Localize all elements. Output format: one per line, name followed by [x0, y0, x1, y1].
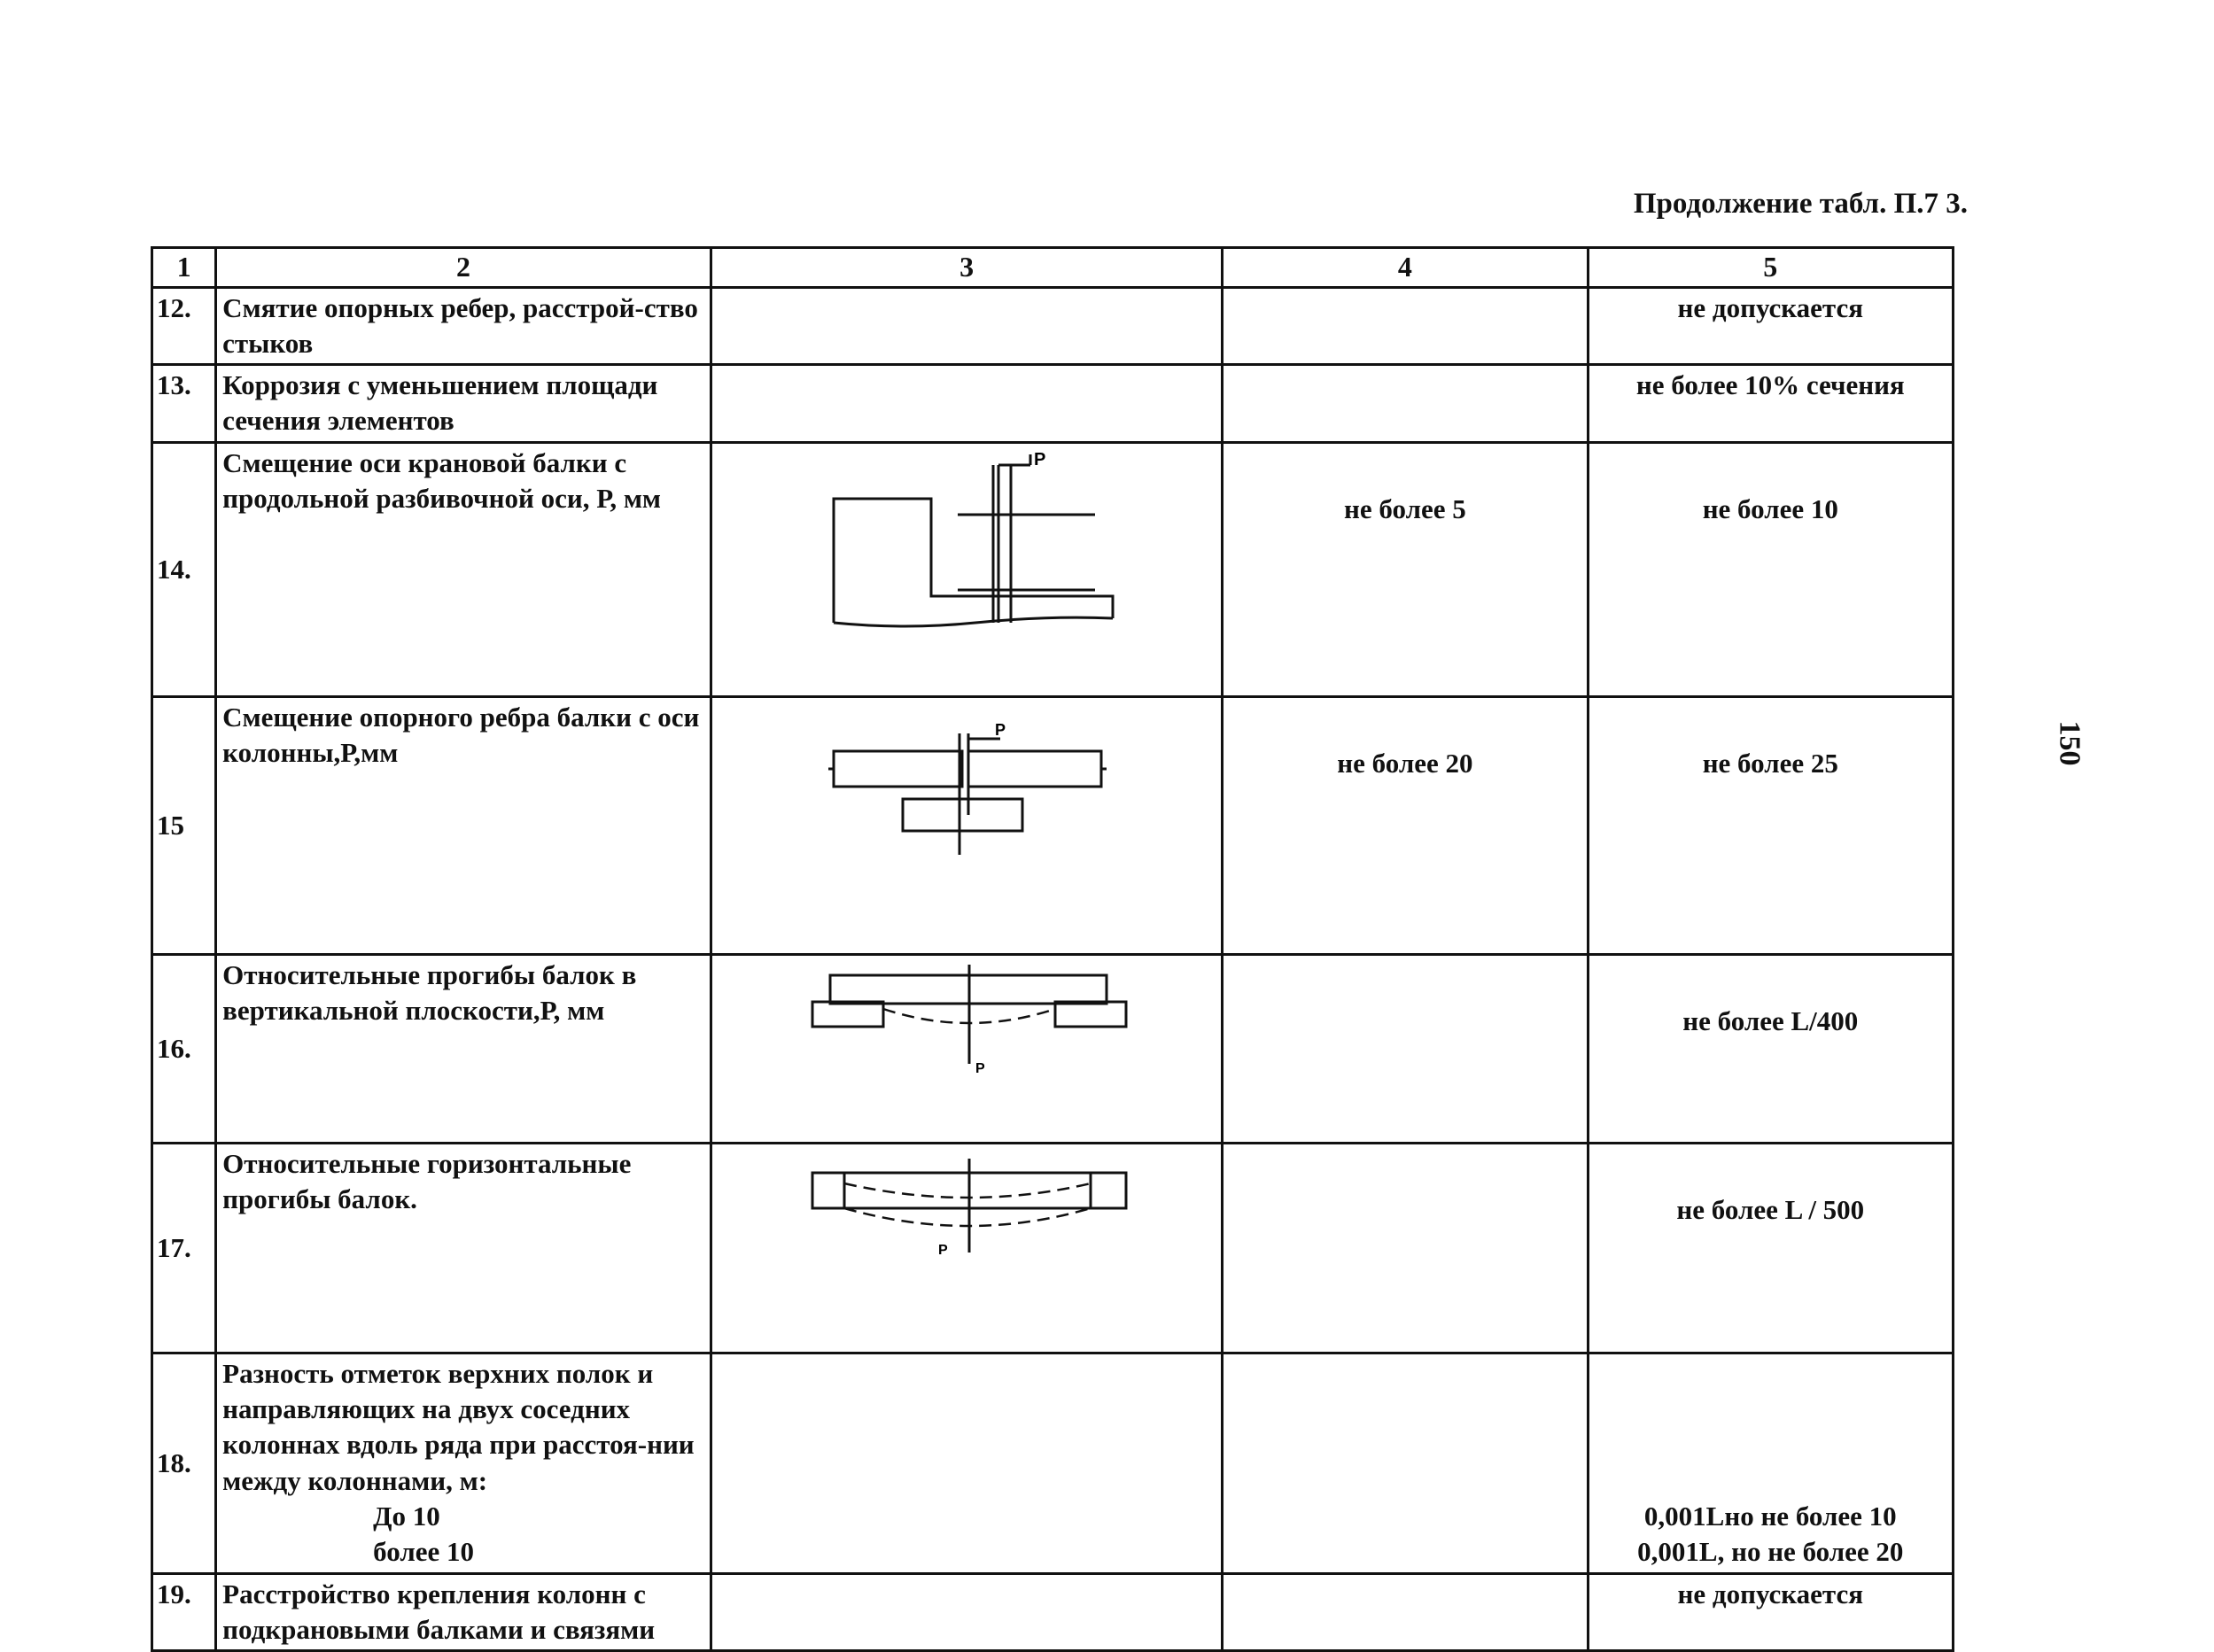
row-description: Коррозия с уменьшением площади сечения элементов	[216, 365, 711, 443]
row-figure-cell	[711, 696, 1222, 954]
row-value-col5: не более L / 500	[1588, 1143, 1953, 1353]
row-value-col5: не более 10% сечения	[1588, 365, 1953, 443]
row-figure-cell	[711, 954, 1222, 1143]
support-rib-offset-diagram	[798, 700, 1135, 877]
row-number: 15	[152, 696, 216, 954]
table-row	[152, 442, 1954, 696]
header-cell: 3	[711, 248, 1222, 288]
row-value-col4	[1223, 954, 1588, 1143]
table-row	[152, 1573, 1954, 1651]
table-caption: Продолжение табл. П.7 3.	[1633, 188, 1968, 220]
row-description: Расстройство крепления колонн с подкрановыми балками и связями	[216, 1573, 711, 1651]
page-number: 150	[2053, 720, 2086, 766]
row-description: Смятие опорных ребер, расстрой-ство стыков	[216, 287, 711, 365]
vertical-deflection-diagram	[789, 958, 1144, 1082]
row-sub-item: До 10	[373, 1500, 440, 1532]
row-value-col5: не более 25	[1588, 696, 1953, 954]
horizontal-deflection-diagram	[789, 1146, 1144, 1279]
table-row	[152, 696, 1954, 954]
row-value-col4	[1223, 1143, 1588, 1353]
row-figure-cell	[711, 1573, 1222, 1651]
table-row	[152, 365, 1954, 443]
row-value-line: 0,001Lно не более 10	[1643, 1500, 1897, 1532]
tolerance-table	[151, 246, 1954, 1652]
row-figure-cell	[711, 442, 1222, 696]
table-row	[152, 1353, 1954, 1573]
row-value-col4	[1223, 1573, 1588, 1651]
row-value-col5: не более 10	[1588, 442, 1953, 696]
header-cell: 4	[1223, 248, 1588, 288]
row-description: Смещение опорного ребра балки с оси колонны,Р,мм	[216, 696, 711, 954]
figure-label: P	[1034, 449, 1046, 469]
row-value-col4: не более 5	[1223, 442, 1588, 696]
figure-label: P	[938, 1242, 948, 1258]
header-cell: 2	[216, 248, 711, 288]
row-number: 18.	[152, 1353, 216, 1573]
table-row	[152, 954, 1954, 1143]
table-row	[152, 287, 1954, 365]
table-row	[152, 1143, 1954, 1353]
figure-label: P	[975, 1060, 985, 1076]
row-number: 19.	[152, 1573, 216, 1651]
row-value-col4: не более 20	[1223, 696, 1588, 954]
figure-label: P	[995, 720, 1006, 739]
row-value-line: 0,001L, но не более 20	[1637, 1536, 1904, 1568]
row-value-col4	[1223, 287, 1588, 365]
header-cell: 1	[152, 248, 216, 288]
row-description: Относительные горизонтальные прогибы балок.	[216, 1143, 711, 1353]
row-number: 12.	[152, 287, 216, 365]
row-description: Относительные прогибы балок в вертикальной плоскости,Р, мм	[216, 954, 711, 1143]
row-figure-cell	[711, 287, 1222, 365]
row-number: 17.	[152, 1143, 216, 1353]
row-description	[216, 1353, 711, 1573]
row-figure-cell	[711, 1353, 1222, 1573]
row-value-col5: не более L/400	[1588, 954, 1953, 1143]
row-figure-cell	[711, 1143, 1222, 1353]
row-sub-item: более 10	[373, 1536, 474, 1568]
row-number: 14.	[152, 442, 216, 696]
row-description: Смещение оси крановой балки с продольной разбивочной оси, Р, мм	[216, 442, 711, 696]
row-value-col4	[1223, 1353, 1588, 1573]
row-figure-cell	[711, 365, 1222, 443]
row-value-col5: не допускается	[1588, 1573, 1953, 1651]
row-description-text: Разность отметок верхних полок и направляющих на двух соседних колоннах вдоль ряда при расстоя-нии между колоннами, м:	[222, 1357, 695, 1496]
row-value-col5	[1588, 1353, 1953, 1573]
crane-beam-axis-offset-diagram	[798, 446, 1135, 640]
row-number: 16.	[152, 954, 216, 1143]
row-value-col4	[1223, 365, 1588, 443]
row-value-col5: не допускается	[1588, 287, 1953, 365]
header-cell: 5	[1588, 248, 1953, 288]
header-row	[152, 248, 1954, 288]
row-number: 13.	[152, 365, 216, 443]
